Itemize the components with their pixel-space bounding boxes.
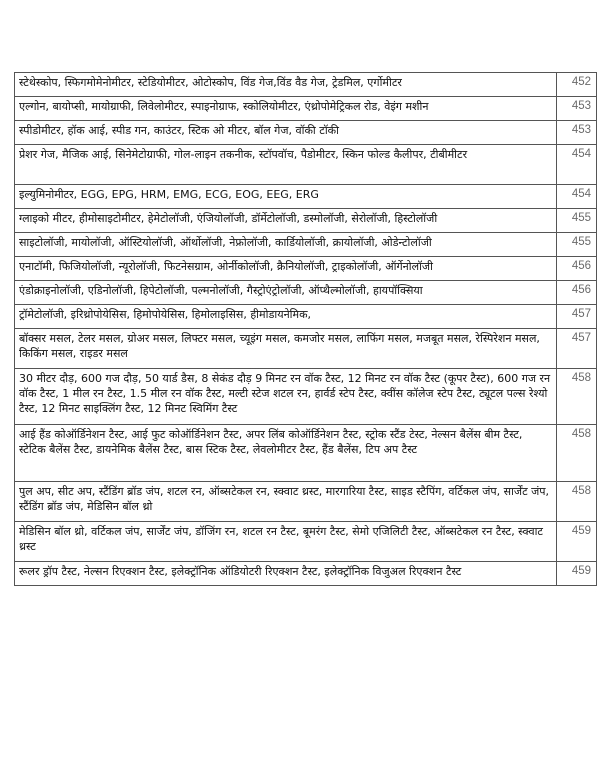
table-row — [15, 281, 597, 305]
table-row — [15, 97, 597, 121]
table-row — [15, 305, 597, 329]
row-page-number: 459 — [557, 562, 597, 586]
row-terms: एल्गोन, बायोप्सी, मायोग्राफी, लिवेलोमीटर, स्पाइनोग्राफ, स्कोलियोमीटर, एंथ्रोपोमेट्रिकल रोड, वेइंग मशीन — [15, 97, 557, 121]
row-terms: बॉक्सर मसल, टेलर मसल, ग्रोअर मसल, लिफ्टर मसल, च्यूइंग मसल, कमजोर मसल, लाफिंग मसल, मजबूत मसल, रेस्पिरेशन मसल, किकिंग मसल, राइडर मसल — [15, 329, 557, 369]
row-terms: रूलर ड्रॉप टैस्ट, नेल्सन रिएक्शन टैस्ट, इलेक्ट्रॉनिक ऑडियोटरी रिएक्शन टैस्ट, इलेक्ट्रॉनिक विजुअल रिएक्शन टैस्ट — [15, 562, 557, 586]
row-page-number: 456 — [557, 281, 597, 305]
table-row — [15, 522, 597, 562]
table-row — [15, 482, 597, 522]
row-terms: साइटोलॉजी, मायोलॉजी, ऑस्टियोलॉजी, ऑर्थोलॉजी, नेफ्रोलॉजी, कार्डियोलॉजी, क्रायोलॉजी, ओडेन्टोलॉजी — [15, 233, 557, 257]
row-terms: आई हैंड कोऑर्डिनेशन टैस्ट, आई फुट कोऑर्डिनेशन टैस्ट, अपर लिंब कोऑर्डिनेशन टैस्ट, स्ट्रोक स्टैंड टेस्ट, नेल्सन बैलेंस बीम टैस्ट, स्टेटिक बैलेंस टैस्ट, डायनेमिक बैलेंस टैस्ट, बास स्टिक टैस्ट, लेवलोमीटर टैस्ट, हैंड बैलेंस, टिप अप टैस्ट — [15, 425, 557, 482]
row-terms: एंडोक्राइनोलॉजी, एडिनोलॉजी, हिपेटोलॉजी, पल्मनोलॉजी, गैस्ट्रोएंट्रोलॉजी, ऑप्थैल्मोलॉजी, हायपॉक्सिया — [15, 281, 557, 305]
table-row — [15, 233, 597, 257]
row-page-number: 455 — [557, 233, 597, 257]
row-page-number: 458 — [557, 425, 597, 482]
row-page-number: 452 — [557, 73, 597, 97]
table-row — [15, 425, 597, 482]
index-table-container — [14, 72, 591, 586]
row-terms: इल्युमिनोमीटर, EGG, EPG, HRM, EMG, ECG, EOG, EEG, ERG — [15, 185, 557, 209]
row-terms: स्पीडोमीटर, हॉक आई, स्पीड गन, काउंटर, स्टिक ओ मीटर, बॉल गेज, वॉकी टॉकी — [15, 121, 557, 145]
row-page-number: 456 — [557, 257, 597, 281]
row-page-number: 458 — [557, 369, 597, 425]
row-page-number: 454 — [557, 185, 597, 209]
row-terms: एनाटॉमी, फिजियोलॉजी, न्यूरोलॉजी, फिटनेसग्राम, ओर्नीकोलॉजी, क्रैनियोलॉजी, ट्राइकोलॉजी, ऑर्गेनोलॉजी — [15, 257, 557, 281]
row-page-number: 457 — [557, 329, 597, 369]
table-row — [15, 121, 597, 145]
table-row — [15, 73, 597, 97]
row-terms: ट्रॉमेटोलॉजी, इरिथ्रोपोयेसिस, हिमोपोयेसिस, हिमोलाइसिस, हीमोडायनेमिक, — [15, 305, 557, 329]
table-row — [15, 209, 597, 233]
table-row — [15, 329, 597, 369]
table-row — [15, 185, 597, 209]
row-terms: प्रेशर गेज, मैजिक आई, सिनेमेटोग्राफी, गोल-लाइन तकनीक, स्टॉपवॉच, पैडोमीटर, स्किन फोल्ड कैलीपर, टीबीमीटर — [15, 145, 557, 185]
row-terms: पुल अप, सीट अप, स्टैंडिंग ब्रॉड जंप, शटल रन, ऑब्सटेकल रन, स्क्वाट थ्रस्ट, मारगारिया टैस्ट, साइड स्टैपिंग, वर्टिकल जंप, सार्जेंट जंप, स्टैंडिंग ब्रॉड जंप, मेडिसिन बॉल थ्रो — [15, 482, 557, 522]
table-row — [15, 145, 597, 185]
index-table-body — [15, 73, 597, 586]
row-page-number: 455 — [557, 209, 597, 233]
row-page-number: 457 — [557, 305, 597, 329]
row-page-number: 453 — [557, 121, 597, 145]
row-page-number: 458 — [557, 482, 597, 522]
row-terms: ग्लाइको मीटर, हीमोसाइटोमीटर, हेमेटोलॉजी, एंजियोलॉजी, डॉर्मेटोलॉजी, डस्मोलॉजी, सेरोलॉजी, हिस्टोलॉजी — [15, 209, 557, 233]
row-page-number: 454 — [557, 145, 597, 185]
row-terms: मेडिसिन बॉल थ्रो, वर्टिकल जंप, सार्जेंट जंप, डॉजिंग रन, शटल रन टैस्ट, बूमरंग टैस्ट, सेमो एजिलिटी टैस्ट, ऑब्सटेकल रन टैस्ट, स्क्वाट थ्रस्ट — [15, 522, 557, 562]
row-page-number: 459 — [557, 522, 597, 562]
table-row — [15, 257, 597, 281]
row-page-number: 453 — [557, 97, 597, 121]
index-table — [14, 72, 597, 586]
row-terms: स्टेथेस्कोप, स्फिगमोमेनोमीटर, स्टेडियोमीटर, ओटोस्कोप, विंड गेज,विंड वैड गेज, ट्रेडमिल, एर्गोमीटर — [15, 73, 557, 97]
table-row — [15, 562, 597, 586]
row-terms: 30 मीटर दौड़, 600 गज दौड़, 50 यार्ड डैस, 8 सेकंड दौड़ 9 मिनट रन वॉक टैस्ट, 12 मिनट रन वॉक टैस्ट (कूपर टैस्ट), 600 गज रन वॉक टैस्ट, 1 मील रन टैस्ट, 1.5 मील रन वॉक टैस्ट, मल्टी स्टेज शटल रन, हार्वर्ड स्टेप टैस्ट, क्वींस कॉलेज स्टेप टैस्ट, ट्यूटल पल्स रेश्यो टैस्ट, 12 मिनट साइक्लिंग टैस्ट, 12 मिनट स्विमिंग टैस्ट — [15, 369, 557, 425]
table-row — [15, 369, 597, 425]
